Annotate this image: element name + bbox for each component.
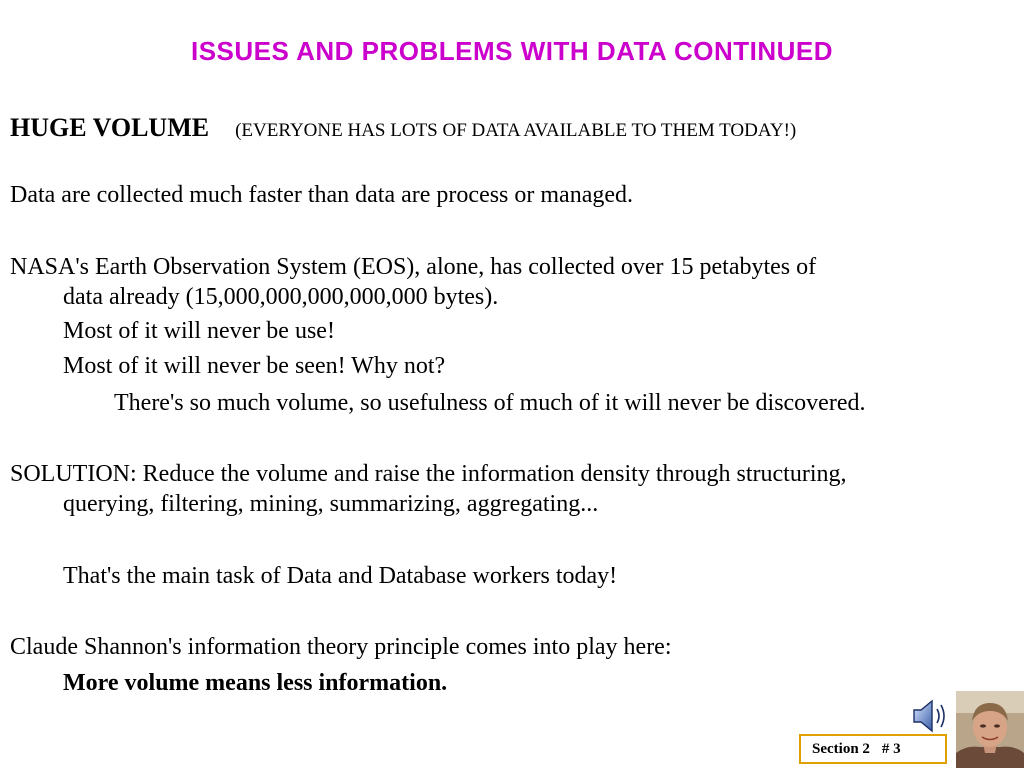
page-number: # 3 — [881, 741, 901, 757]
section-number: Section 2 — [812, 741, 870, 757]
speaker-icon[interactable] — [908, 696, 950, 736]
body-line-6: There's so much volume, so usefulness of much of it will never be discovered. — [114, 390, 866, 416]
body-line-9: That's the main task of Data and Database workers today! — [63, 563, 618, 589]
body-line-2: NASA's Earth Observation System (EOS), alone, has collected over 15 petabytes of — [10, 254, 817, 280]
heading-note: (EVERYONE HAS LOTS OF DATA AVAILABLE TO THEM TODAY!) — [235, 120, 797, 141]
body-line-10: Claude Shannon's information theory principle comes into play here: — [10, 634, 672, 660]
body-line-3: data already (15,000,000,000,000,000 bytes). — [63, 284, 499, 310]
huge-volume-heading: HUGE VOLUME — [10, 113, 210, 142]
body-line-8: querying, filtering, mining, summarizing, aggregating... — [63, 491, 599, 517]
section-label — [799, 734, 947, 764]
slide-title: ISSUES AND PROBLEMS WITH DATA CONTINUED — [190, 36, 834, 66]
heading-row — [10, 113, 796, 146]
body-line-11: More volume means less information. — [63, 670, 448, 696]
presenter-photo — [956, 691, 1024, 768]
body-line-5: Most of it will never be seen! Why not? — [63, 353, 446, 379]
body-line-7: SOLUTION: Reduce the volume and raise the information density through structuring, — [10, 461, 847, 487]
body-line-1: Data are collected much faster than data are process or managed. — [10, 182, 634, 208]
body-line-4: Most of it will never be use! — [63, 318, 335, 344]
